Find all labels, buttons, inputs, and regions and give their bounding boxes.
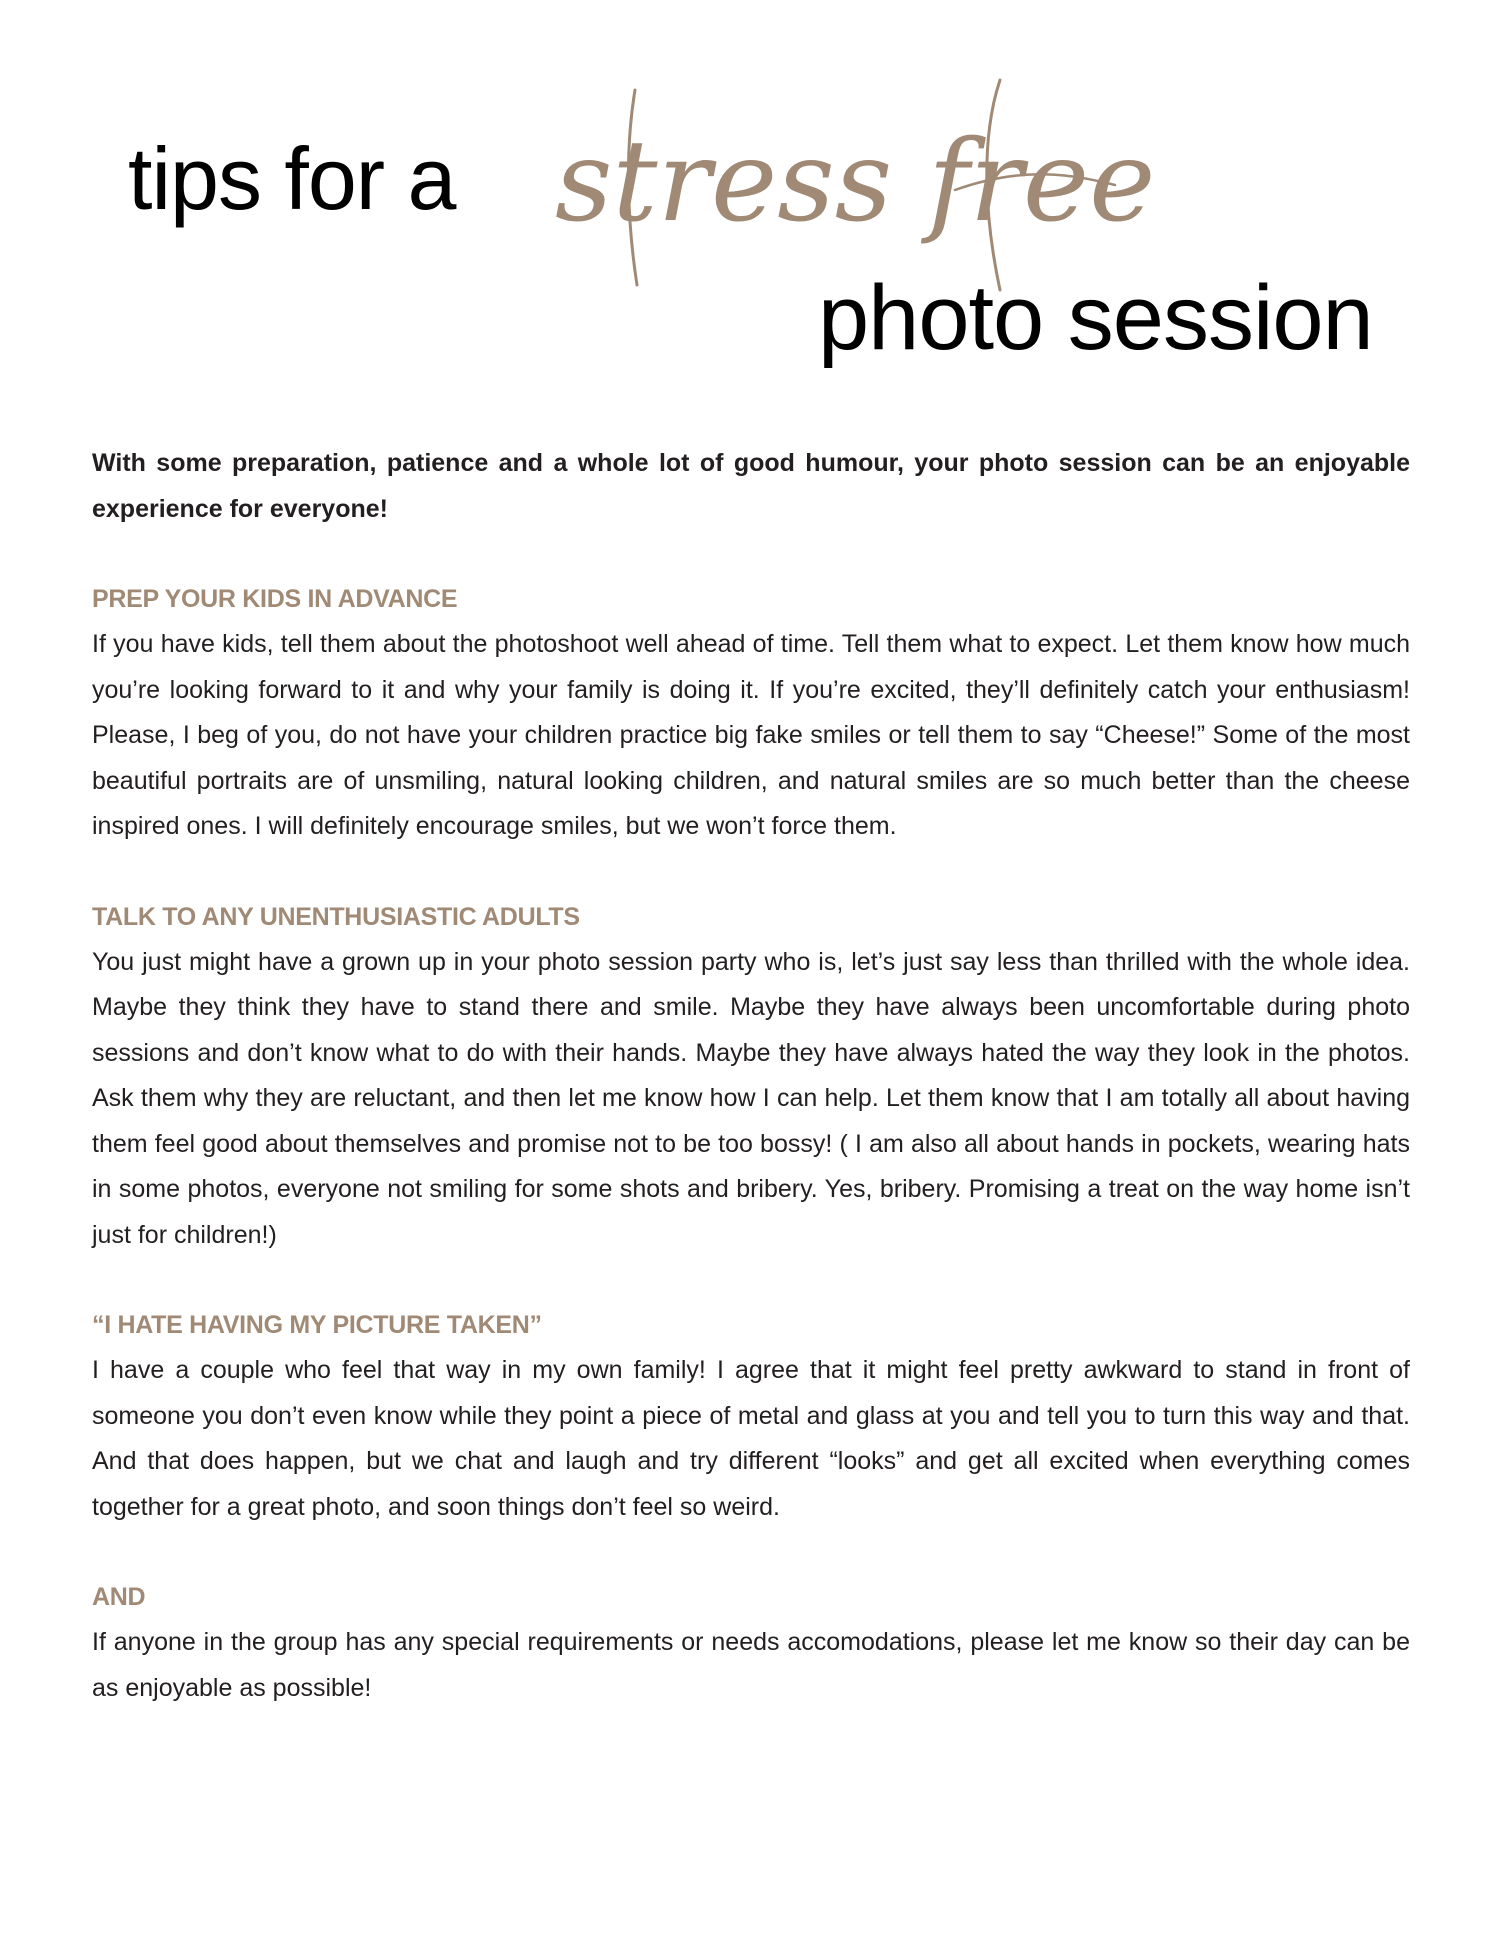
section-body: I have a couple who feel that way in my own family! I agree that it might feel pretty awkward to stand in front of someone you don’t even know while they point a piece of metal and glass at you and tell you to turn this way and that. And that does happen, but we chat and laugh and try different “looks” and get all excited when everything comes together for a great photo, and soon things don’t feel so weird. [92,1356,1410,1521]
section-body: You just might have a grown up in your photo session party who is, let’s just say less than thrilled with the whole idea. Maybe they think they have to stand there and smile. Maybe they have always been uncomfortable during photo sessions and don’t know what to do with their hands. Maybe they have always hated the way they look in the photos. Ask them why they are reluctant, and then let me know how I can help. Let them know that I am totally all about having them feel good about themselves and promise not to be too bossy! ( I am also all about hands in pockets, wearing hats in some photos, everyone not smiling for some shots and bribery. Yes, bribery. Promising a treat on the way home isn’t just for children!) [92,947,1410,1249]
section-body: If you have kids, tell them about the photoshoot well ahead of time. Tell them what to expect. Let them know how much you’re looking forward to it and why your family is doing it. If you’re excited, they’ll definitely catch your enthusiasm! Please, I beg of you, do not have your children practice big fake smiles or tell them to say “Cheese!” Some of the most beautiful portraits are of unsmiling, natural looking children, and natural smiles are so much better than the cheese inspired ones. I will definitely encourage smiles, but we won’t force them. [92,630,1410,840]
intro-paragraph: With some preparation, patience and a whole lot of good humour, your photo session can be an enjoyable experience for everyone! [92,449,1410,523]
section-heading: “I HATE HAVING MY PICTURE TAKEN” [92,1311,542,1339]
section-prep-kids [92,576,1410,850]
section-heading: AND [92,1583,146,1611]
title-tips-for-a: tips for a [128,129,456,228]
script-title-text: stress free [555,117,1156,247]
main-content [92,440,1410,1755]
section-unenthusiastic-adults [92,894,1410,1259]
section-hate-picture-taken [92,1302,1410,1530]
section-body: If anyone in the group has any special requirements or needs accomodations, please let me know so their day can be as enjoyable as possible! [92,1628,1410,1702]
title-photo-session: photo session [818,267,1373,369]
section-heading: TALK TO ANY UNENTHUSIASTIC ADULTS [92,902,580,931]
section-and [92,1574,1410,1711]
section-heading: PREP YOUR KIDS IN ADVANCE [92,585,458,613]
